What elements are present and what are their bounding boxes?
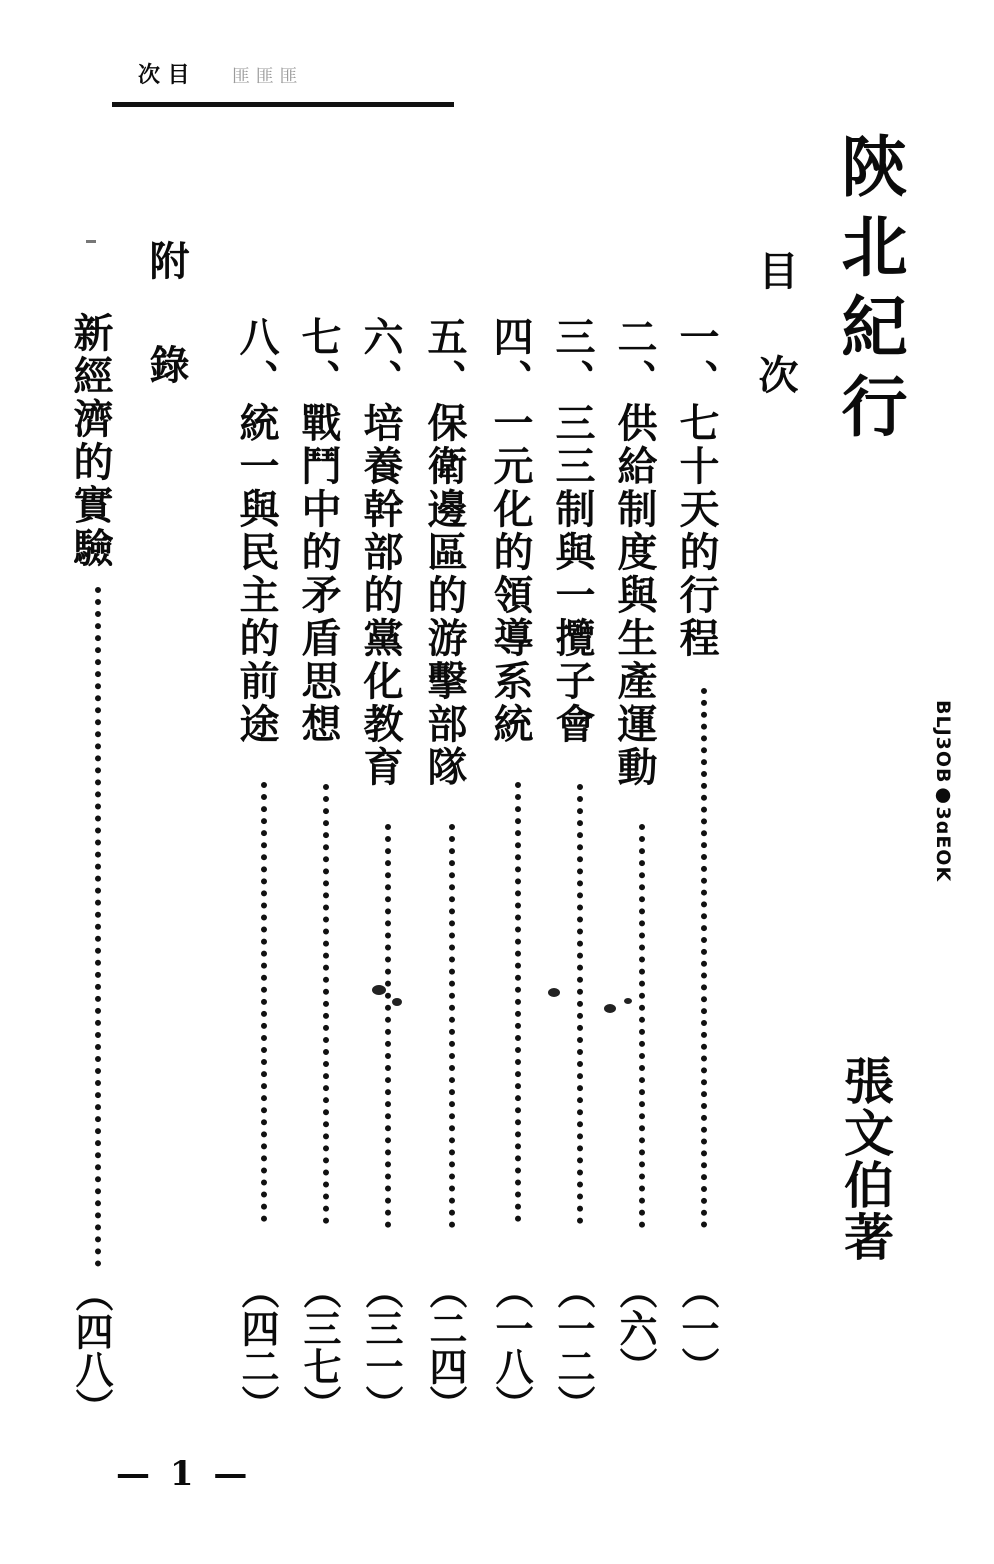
- book-title: 陝北紀行: [830, 132, 908, 452]
- page-number: — 1 —: [116, 1454, 252, 1494]
- toc-entry[interactable]: [611, 316, 672, 1436]
- toc-entry-page: （三七）: [297, 1271, 342, 1423]
- toc-entry-page: （一八）: [489, 1271, 534, 1423]
- toc-entry-label: 七、戰鬥中的矛盾思想: [295, 316, 342, 746]
- toc-entry-label: 三、三三制與一攬子會: [549, 316, 596, 746]
- appendix-entry[interactable]: [67, 312, 128, 1442]
- toc-entry-label: 四、一元化的領導系統: [487, 316, 534, 746]
- side-stamp: BLJ3OB●3ɑEOK: [932, 700, 954, 883]
- toc-entry[interactable]: [357, 316, 418, 1436]
- toc-entry-page: （六）: [613, 1271, 658, 1385]
- scan-speck: [548, 988, 560, 997]
- scan-speck: [372, 985, 386, 995]
- toc-entry[interactable]: [295, 316, 356, 1436]
- toc-entry-label: 六、培養幹部的黨化教育: [357, 316, 404, 789]
- running-header-faint-text: 匪 匪 匪: [232, 66, 298, 87]
- dot-leader: [515, 782, 530, 1222]
- dot-leader: [449, 824, 464, 1228]
- toc-entry-label: 八、統一與民主的前途: [233, 316, 280, 746]
- dot-leader: [261, 782, 276, 1222]
- toc-entry-label: 一、七十天的行程: [673, 316, 720, 660]
- appendix-mark: [86, 240, 96, 243]
- dot-leader: [323, 784, 338, 1224]
- running-header-text: 次 目: [138, 63, 190, 88]
- toc-entry[interactable]: [673, 316, 734, 1436]
- appendix-entry-page: （四八）: [69, 1274, 114, 1426]
- toc-entry-page: （二四）: [423, 1271, 468, 1423]
- scan-speck: [392, 998, 402, 1006]
- appendix-heading: 附錄: [143, 240, 190, 448]
- scan-speck: [604, 1004, 616, 1013]
- toc-entry-page: （一二）: [551, 1271, 596, 1423]
- dot-leader: [95, 587, 101, 1267]
- toc-entry[interactable]: [487, 316, 548, 1436]
- toc-entry-label: 五、保衛邊區的游擊部隊: [421, 316, 468, 789]
- running-header: [112, 52, 452, 98]
- header-rule: [112, 102, 454, 107]
- dot-leader: [577, 784, 592, 1224]
- dot-leader: [639, 824, 654, 1228]
- appendix-entry-label: 新經濟的實驗: [67, 312, 114, 570]
- toc-entry-page: （四二）: [235, 1271, 280, 1423]
- toc-heading: 目次: [752, 250, 799, 458]
- toc-entry-page: （三一）: [359, 1271, 404, 1423]
- toc-entry[interactable]: [233, 316, 294, 1436]
- author-line: 張文伯著: [836, 1055, 895, 1263]
- toc-entry[interactable]: [421, 316, 482, 1436]
- toc-entry[interactable]: [549, 316, 610, 1436]
- toc-entry-label: 二、供給制度與生產運動: [611, 316, 658, 789]
- scan-speck: [624, 998, 632, 1004]
- dot-leader: [385, 824, 400, 1228]
- dot-leader: [701, 688, 716, 1228]
- toc-entry-page: （一）: [675, 1271, 720, 1385]
